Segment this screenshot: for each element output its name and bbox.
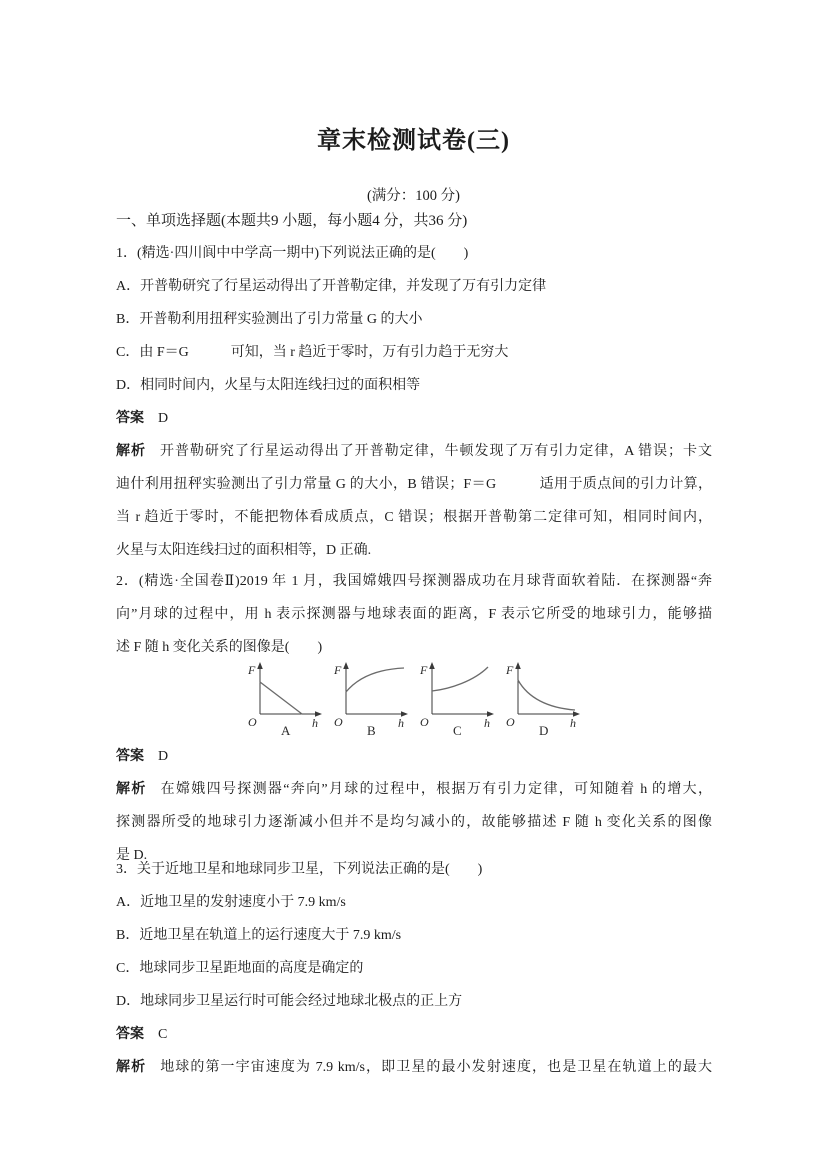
q2-analysis-line: 是 D. <box>116 848 148 863</box>
q3-analysis-line: 地球的第一宇宙速度为 7.9 km/s，即卫星的最小发射速度，也是卫星在轨道上的最大 <box>160 1060 712 1075</box>
q3-option-a: A．近地卫星的发射速度小于 7.9 km/s <box>116 895 346 910</box>
q1-option-a: A．开普勒研究了行星运动得出了开普勒定律，并发现了万有引力定律 <box>116 279 547 294</box>
curve-increasing-concave-up <box>432 667 488 691</box>
answer-label: 答案 <box>116 749 144 764</box>
q1-option-d: D．相同时间内，火星与太阳连线扫过的面积相等 <box>116 378 421 393</box>
q3-option-c: C．地球同步卫星距地面的高度是确定的 <box>116 961 364 976</box>
q2-answer-value: D <box>158 749 169 764</box>
q1-stem: 1．(精选·四川阆中中学高一期中)下列说法正确的是( ) <box>116 246 469 261</box>
q1-analysis-row <box>116 435 712 468</box>
q1-option-c: C．由 F＝G 可知，当 r 趋近于零时，万有引力趋于无穷大 <box>116 345 509 360</box>
y-axis-label: F <box>248 663 256 677</box>
graph-letter: C <box>453 723 462 736</box>
q2-answer-row <box>116 740 712 773</box>
question-1 <box>116 237 712 567</box>
graph-letter: A <box>281 723 291 736</box>
answer-label: 答案 <box>116 411 144 426</box>
exam-score-note: (满分：100 分) <box>366 188 461 204</box>
origin-label: O <box>334 715 343 729</box>
q2-option-graphs <box>244 658 712 736</box>
q3-option-d: D．地球同步卫星运行时可能会经过地球北极点的正上方 <box>116 994 463 1009</box>
x-axis-label: h <box>570 716 576 730</box>
section-heading: 一、单项选择题(本题共9 小题，每小题4 分，共36 分) <box>116 213 468 229</box>
graph-option-d <box>502 658 588 736</box>
answer-label: 答案 <box>116 1027 144 1042</box>
y-axis-label: F <box>506 663 514 677</box>
q1-analysis-line: 开普勒研究了行星运动得出了开普勒定律，牛顿发现了万有引力定律，A 错误；卡文 <box>159 444 712 459</box>
q1-analysis-line: 当 r 趋近于零时，不能把物体看成质点，C 错误；根据开普勒第二定律可知，相同时间内， <box>116 510 712 525</box>
q2-stem-line: 2．(精选·全国卷Ⅱ)2019 年 1 月，我国嫦娥四号探测器成功在月球背面软着陆．在探测器“奔 <box>116 574 712 589</box>
q3-analysis-row <box>116 1051 712 1084</box>
q2-analysis-row <box>116 773 712 806</box>
graph-letter: B <box>367 723 376 736</box>
x-axis-label: h <box>398 716 404 730</box>
analysis-label: 解析 <box>116 1060 147 1075</box>
q3-answer-value: C <box>158 1027 168 1042</box>
q2-analysis-line: 在嫦娥四号探测器“奔向”月球的过程中，根据万有引力定律，可知随着 h 的增大， <box>160 782 712 797</box>
y-axis-label: F <box>420 663 428 677</box>
question-3 <box>116 853 712 1084</box>
q1-option-b: B．开普勒利用扭秤实验测出了引力常量 G 的大小 <box>116 312 423 327</box>
q1-answer-value: D <box>158 411 169 426</box>
question-2 <box>116 565 712 872</box>
origin-label: O <box>506 715 515 729</box>
q2-stem-line: 向”月球的过程中，用 h 表示探测器与地球表面的距离，F 表示它所受的地球引力，能够描 <box>116 607 712 622</box>
x-axis-label: h <box>312 716 318 730</box>
q3-answer-row <box>116 1018 712 1051</box>
x-axis-label: h <box>484 716 490 730</box>
q3-option-b: B．近地卫星在轨道上的运行速度大于 7.9 km/s <box>116 928 402 943</box>
q3-stem: 3．关于近地卫星和地球同步卫星，下列说法正确的是( ) <box>116 862 483 877</box>
q1-analysis-line: 火星与太阳连线扫过的面积相等，D 正确. <box>116 543 372 558</box>
graph-letter: D <box>539 723 549 736</box>
graph-option-c <box>416 658 502 736</box>
curve-linear-decreasing <box>260 682 302 714</box>
y-axis-label: F <box>334 663 342 677</box>
analysis-label: 解析 <box>116 782 147 797</box>
graph-option-a <box>244 658 330 736</box>
q2-stem-line: 述 F 随 h 变化关系的图像是( ) <box>116 640 323 655</box>
graph-option-b <box>330 658 416 736</box>
curve-decreasing-concave-up <box>518 680 575 710</box>
page-title: 章末检测试卷(三) <box>317 128 510 154</box>
q1-answer-row <box>116 402 712 435</box>
curve-increasing-concave-down <box>346 668 404 692</box>
q1-analysis-line: 迪什利用扭秤实验测出了引力常量 G 的大小，B 错误；F＝G 适用于质点间的引力计算， <box>116 477 712 492</box>
origin-label: O <box>420 715 429 729</box>
analysis-label: 解析 <box>116 444 146 459</box>
q2-analysis-line: 探测器所受的地球引力逐渐减小但并不是均匀减小的，故能够描述 F 随 h 变化关系的图像 <box>116 815 712 830</box>
origin-label: O <box>248 715 257 729</box>
